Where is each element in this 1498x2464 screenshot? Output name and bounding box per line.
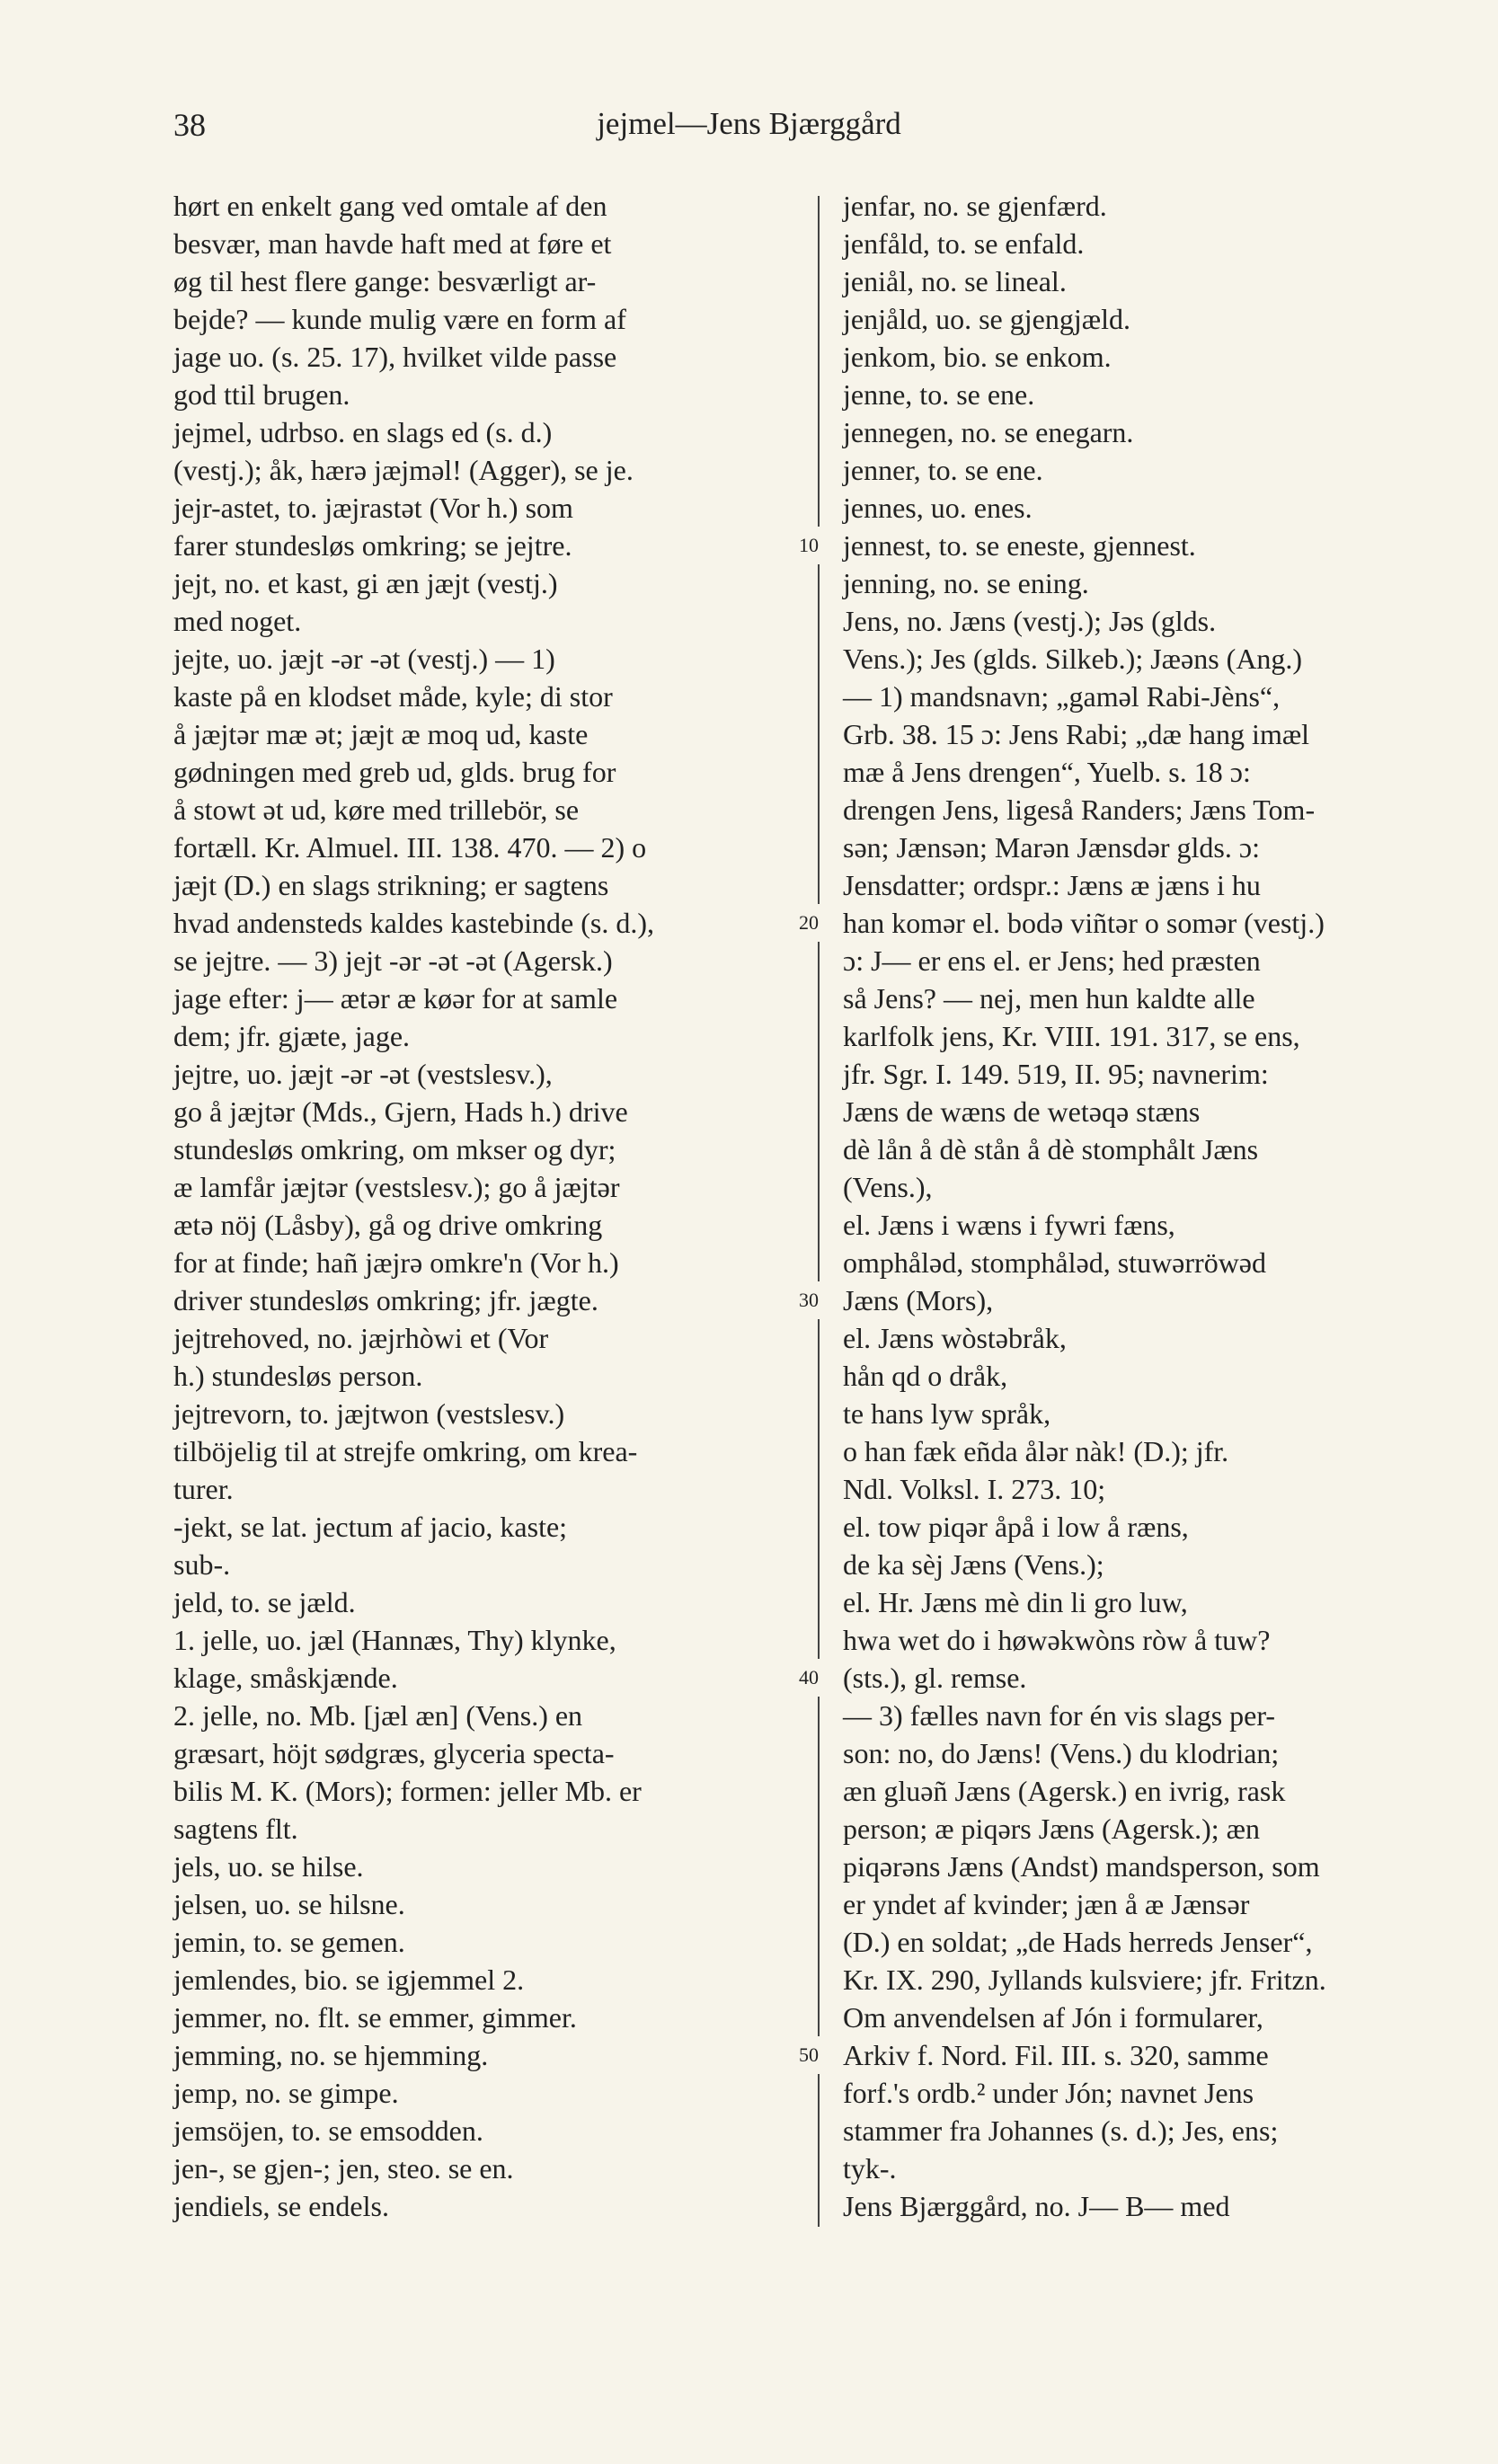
text-line: (D.) en soldat; „de Hads herreds Jenser“, [843,1926,1313,1958]
line-number: 10 [782,527,836,564]
text-line: besvær, man havde haft med at føre et [173,227,612,260]
text-line: dè lån å dè stån å dè stomphålt Jæns [843,1133,1259,1166]
text-line: æn gluəñ Jæns (Agersk.) en ivrig, rask [843,1775,1286,1807]
text-line: å stowt ət ud, køre med trillebör, se [173,793,580,826]
right-column [843,187,1452,2225]
text-line: han komər el. bodə viñtər o somər (vestj.) [843,907,1325,939]
text-line: de ka sèj Jæns (Vens.); [843,1548,1104,1581]
text-line: se jejtre. — 3) jejt -ər -ət -ət (Agersk.) [173,944,613,977]
text-line: mæ å Jens drengen“, Yuelb. s. 18 ɔ: [843,756,1251,788]
text-line: omphåləd, stomphåləd, stuwərröwəd [843,1246,1266,1279]
text-line: kaste på en klodset måde, kyle; di stor [173,680,613,713]
text-line: Jensdatter; ordspr.: Jæns æ jæns i hu [843,869,1261,901]
text-line: h.) stundesløs person. [173,1360,423,1392]
text-line: — 3) fælles navn for én vis slags per- [843,1699,1276,1732]
text-line: stundesløs omkring, om mkser og dyr; [173,1133,616,1166]
text-line: tyk-. [843,2152,897,2185]
text-line: jenner, to. se ene. [843,454,1043,486]
text-line: æ lamfår jæjtər (vestslesv.); go å jæjtər [173,1171,620,1203]
text-line: jejt, no. et kast, gi æn jæjt (vestj.) [173,567,558,599]
text-line: jen-, se gjen-; jen, steo. se en. [173,2152,514,2185]
text-line: 2. jelle, no. Mb. [jæl æn] (Vens.) en [173,1699,583,1732]
text-line: Vens.); Jes (glds. Silkeb.); Jæəns (Ang.) [843,643,1303,675]
text-line: ætə nöj (Låsby), gå og drive omkring [173,1209,603,1241]
text-line: jennes, uo. enes. [843,492,1033,524]
text-line: jemming, no. se hjemming. [173,2039,489,2071]
text-line: jennegen, no. se enegarn. [843,416,1134,448]
text-line: græsart, höjt sødgræs, glyceria specta- [173,1737,615,1769]
text-line: farer stundesløs omkring; se jejtre. [173,529,572,562]
text-line: forf.'s ordb.² under Jón; navnet Jens [843,2077,1254,2109]
text-line: jendiels, se endels. [173,2190,389,2222]
text-line: hån qd o dråk, [843,1360,1008,1392]
text-line: jage uo. (s. 25. 17), hvilket vilde passe [173,341,617,373]
line-number: 40 [782,1659,836,1697]
text-line: gødningen med greb ud, glds. brug for [173,756,616,788]
text-line: te hans lyw språk, [843,1397,1051,1430]
text-line: bilis M. K. (Mors); formen: jeller Mb. er [173,1775,642,1807]
text-line: jenning, no. se ening. [843,567,1089,599]
text-line: jennest, to. se eneste, gjennest. [843,529,1196,562]
column-divider [818,196,820,2227]
text-line: sub-. [173,1548,231,1581]
text-line: jejmel, udrbso. en slags ed (s. d.) [173,416,553,448]
text-line: jemp, no. se gimpe. [173,2077,399,2109]
text-line: hvad andensteds kaldes kastebinde (s. d.), [173,907,654,939]
text-line: karlfolk jens, Kr. VIII. 191. 317, se ens, [843,1020,1300,1052]
text-line: person; æ piqərs Jæns (Agersk.); æn [843,1813,1260,1845]
text-line: med noget. [173,605,302,637]
text-line: hwa wet do i høwəkwòns ròw å tuw? [843,1624,1271,1656]
text-line: 1. jelle, uo. jæl (Hannæs, Thy) klynke, [173,1624,616,1656]
text-line: piqərəns Jæns (Andst) mandsperson, som [843,1850,1320,1883]
text-line: god ttil brugen. [173,378,350,411]
text-line: Jæns de wæns de wetəqə stæns [843,1095,1201,1128]
text-line: jejtre, uo. jæjt -ər -ət (vestslesv.), [173,1058,553,1090]
text-line: jejte, uo. jæjt -ər -ət (vestj.) — 1) [173,643,555,675]
text-line: turer. [173,1473,234,1505]
text-line: hørt en enkelt gang ved omtale af den [173,190,607,222]
text-line: for at finde; hañ jæjrə omkre'n (Vor h.) [173,1246,619,1279]
text-line: Jæns (Mors), [843,1284,994,1316]
page-header [0,106,1498,160]
text-line: jejtrehoved, no. jæjrhòwi et (Vor [173,1322,549,1354]
text-line: driver stundesløs omkring; jfr. jægte. [173,1284,598,1316]
text-line: jeld, to. se jæld. [173,1586,356,1618]
text-line: stammer fra Johannes (s. d.); Jes, ens; [843,2114,1279,2147]
text-line: go å jæjtər (Mds., Gjern, Hads h.) drive [173,1095,628,1128]
text-line: klage, småskjænde. [173,1662,398,1694]
text-line: Kr. IX. 290, Jyllands kulsviere; jfr. Fritzn. [843,1963,1326,1996]
text-line: el. Hr. Jæns mè din li gro luw, [843,1586,1188,1618]
line-number: 20 [782,904,836,942]
text-line: bejde? — kunde mulig være en form af [173,303,626,335]
text-line: jelsen, uo. se hilsne. [173,1888,405,1920]
text-line: jenfåld, to. se enfald. [843,227,1085,260]
text-line: (Vens.), [843,1171,933,1203]
line-number: 30 [782,1281,836,1319]
text-line: Grb. 38. 15 ɔ: Jens Rabi; „dæ hang imæl [843,718,1310,750]
text-line: jfr. Sgr. I. 149. 519, II. 95; navnerim: [843,1058,1269,1090]
left-column [173,187,795,2225]
text-line: jage efter: j— ætər æ køər for at samle [173,982,618,1015]
text-line: jels, uo. se hilse. [173,1850,364,1883]
text-line: Jens, no. Jæns (vestj.); Jəs (glds. [843,605,1217,637]
text-line: jemmer, no. flt. se emmer, gimmer. [173,2001,577,2034]
text-line: jenjåld, uo. se gjengjæld. [843,303,1130,335]
text-line: jenne, to. se ene. [843,378,1035,411]
text-line: el. Jæns wòstəbråk, [843,1322,1067,1354]
text-line: tilböjelig til at strejfe omkring, om krea- [173,1435,638,1467]
text-line: jemsöjen, to. se emsodden. [173,2114,483,2147]
text-line: jemin, to. se gemen. [173,1926,405,1958]
text-line: Om anvendelsen af Jón i formularer, [843,2001,1263,2034]
text-line: øg til hest flere gange: besværligt ar- [173,265,597,297]
text-line: sagtens flt. [173,1813,298,1845]
text-line: — 1) mandsnavn; „gaməl Rabi-Jèns“, [843,680,1281,713]
running-title: jejmel—Jens Bjærggård [597,106,901,141]
text-line: son: no, do Jæns! (Vens.) du klodrian; [843,1737,1280,1769]
text-line: Ndl. Volksl. I. 273. 10; [843,1473,1106,1505]
page-number: 38 [173,107,206,143]
text-line: Jens Bjærggård, no. J— B— med [843,2190,1230,2222]
text-line: fortæll. Kr. Almuel. III. 138. 470. — 2) o [173,831,647,864]
text-line: el. Jæns i wæns i fywri fæns, [843,1209,1175,1241]
text-line: jemlendes, bio. se igjemmel 2. [173,1963,525,1996]
text-line: ɔ: J— er ens el. er Jens; hed præsten [843,944,1261,977]
text-line: Arkiv f. Nord. Fil. III. s. 320, samme [843,2039,1269,2071]
text-line: (sts.), gl. remse. [843,1662,1027,1694]
text-line: drengen Jens, ligeså Randers; Jæns Tom- [843,793,1316,826]
text-line: o han fæk eñda ålər nàk! (D.); jfr. [843,1435,1229,1467]
text-line: jæjt (D.) en slags strikning; er sagtens [173,869,609,901]
text-line: er yndet af kvinder; jæn å æ Jænsər [843,1888,1250,1920]
text-line: jejtrevorn, to. jæjtwon (vestslesv.) [173,1397,565,1430]
line-number: 50 [782,2036,836,2074]
text-line: -jekt, se lat. jectum af jacio, kaste; [173,1511,568,1543]
text-line: sən; Jænsən; Marən Jænsdər glds. ɔ: [843,831,1260,864]
text-line: el. tow piqər åpå i low å ræns, [843,1511,1189,1543]
text-line: jejr-astet, to. jæjrastət (Vor h.) som [173,492,573,524]
text-line: så Jens? — nej, men hun kaldte alle [843,982,1255,1015]
text-line: å jæjtər mæ ət; jæjt æ moq ud, kaste [173,718,589,750]
text-line: jeniål, no. se lineal. [843,265,1067,297]
text-line: (vestj.); åk, hærə jæjməl! (Agger), se je. [173,454,634,486]
text-line: jenfar, no. se gjenfærd. [843,190,1107,222]
text-line: jenkom, bio. se enkom. [843,341,1112,373]
text-line: dem; jfr. gjæte, jage. [173,1020,411,1052]
